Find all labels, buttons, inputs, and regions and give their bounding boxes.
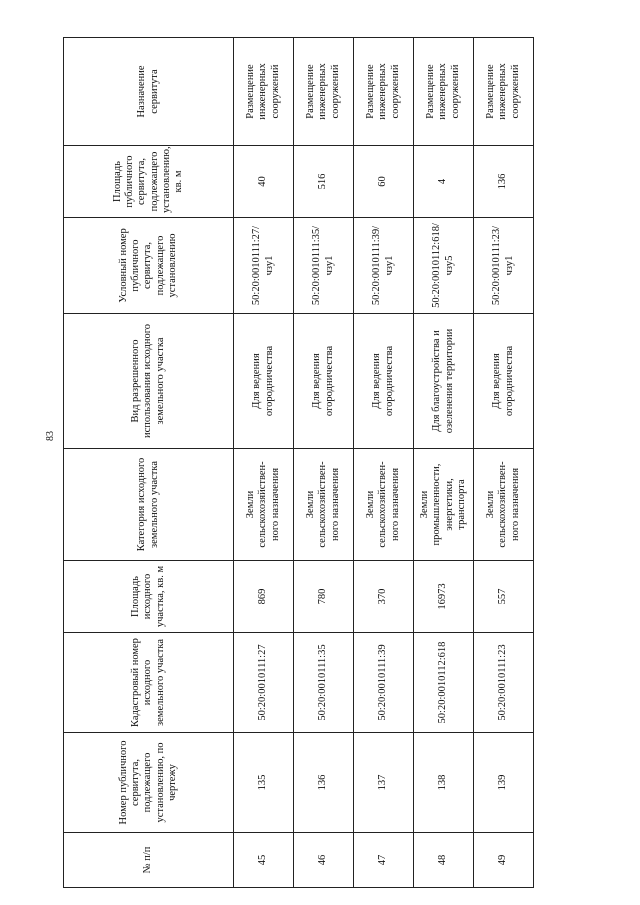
table-cell: Земли сельскохозяйствен-ного назначения (354, 449, 414, 561)
table-row (234, 38, 294, 888)
table-cell: Размещение инженерных сооружений (234, 38, 294, 146)
table-cell: Для ведения огородничества (354, 314, 414, 449)
table-cell: Земли сельскохозяйствен-ного назначения (474, 449, 534, 561)
table-cell: 50:20:0010111:27 (234, 633, 294, 733)
table-header-row (64, 38, 234, 888)
header-cell: Кадастровый номер исходного земельного участка (64, 633, 234, 733)
table-cell: Для ведения огородничества (234, 314, 294, 449)
table-cell: 135 (234, 733, 294, 833)
table-cell: 370 (354, 561, 414, 633)
table-cell: 45 (234, 833, 294, 888)
table-cell: 50:20:0010111:27/чзу1 (234, 218, 294, 314)
header-cell: Номер публичного сервитута, подлежащего установлению, по чертежу (64, 733, 234, 833)
table-cell: 50:20:0010112:618 (414, 633, 474, 733)
table-row (474, 38, 534, 888)
table-cell: 46 (294, 833, 354, 888)
table-cell: 50:20:0010111:23/чзу1 (474, 218, 534, 314)
table-cell: 516 (294, 146, 354, 218)
table-cell: 138 (414, 733, 474, 833)
table-cell: 136 (474, 146, 534, 218)
header-cell: Вид разрешенного использования исходного земельного участка (64, 314, 234, 449)
table-cell: 4 (414, 146, 474, 218)
servitude-table-container (63, 38, 533, 888)
table-cell: Земли сельскохозяйствен-ного назначения (294, 449, 354, 561)
table-cell: 137 (354, 733, 414, 833)
table-cell: 50:20:0010112:618/чзу5 (414, 218, 474, 314)
table-cell: 780 (294, 561, 354, 633)
table-cell: Размещение инженерных сооружений (294, 38, 354, 146)
table-cell: Для ведения огородничества (474, 314, 534, 449)
table-cell: 50:20:0010111:39 (354, 633, 414, 733)
table-cell: Размещение инженерных сооружений (414, 38, 474, 146)
header-cell: Условный номер публичного сервитута, подлежащего установлению (64, 218, 234, 314)
header-cell: Площадь исходного участка, кв. м (64, 561, 234, 633)
table-cell: Для благоустройства и озеленения территории (414, 314, 474, 449)
table-row (354, 38, 414, 888)
table-cell: 16973 (414, 561, 474, 633)
table-cell: Земли сельскохозяйствен-ного назначения (234, 449, 294, 561)
table-cell: 136 (294, 733, 354, 833)
table-cell: Земли промышленности, энергетики, транспорта (414, 449, 474, 561)
header-cell: № п/п (64, 833, 234, 888)
table-cell: 139 (474, 733, 534, 833)
table-cell: Размещение инженерных сооружений (354, 38, 414, 146)
table-cell: 60 (354, 146, 414, 218)
table-cell: 50:20:0010111:35 (294, 633, 354, 733)
table-cell: 49 (474, 833, 534, 888)
header-cell: Категория исходного земельного участка (64, 449, 234, 561)
header-cell: Назначение сервитута (64, 38, 234, 146)
table-row (414, 38, 474, 888)
table-cell: 47 (354, 833, 414, 888)
table-cell: 50:20:0010111:35/чзу1 (294, 218, 354, 314)
table-cell: 50:20:0010111:39/чзу1 (354, 218, 414, 314)
table-cell: 557 (474, 561, 534, 633)
table-cell: 869 (234, 561, 294, 633)
header-cell: Площадь публичного сервитута, подлежащего установлению, кв. м (64, 146, 234, 218)
table-cell: Размещение инженерных сооружений (474, 38, 534, 146)
table-cell: Для ведения огородничества (294, 314, 354, 449)
page-number: 83 (44, 431, 56, 441)
table-cell: 48 (414, 833, 474, 888)
table-cell: 50:20:0010111:23 (474, 633, 534, 733)
servitude-table (63, 37, 534, 888)
table-row (294, 38, 354, 888)
table-cell: 40 (234, 146, 294, 218)
